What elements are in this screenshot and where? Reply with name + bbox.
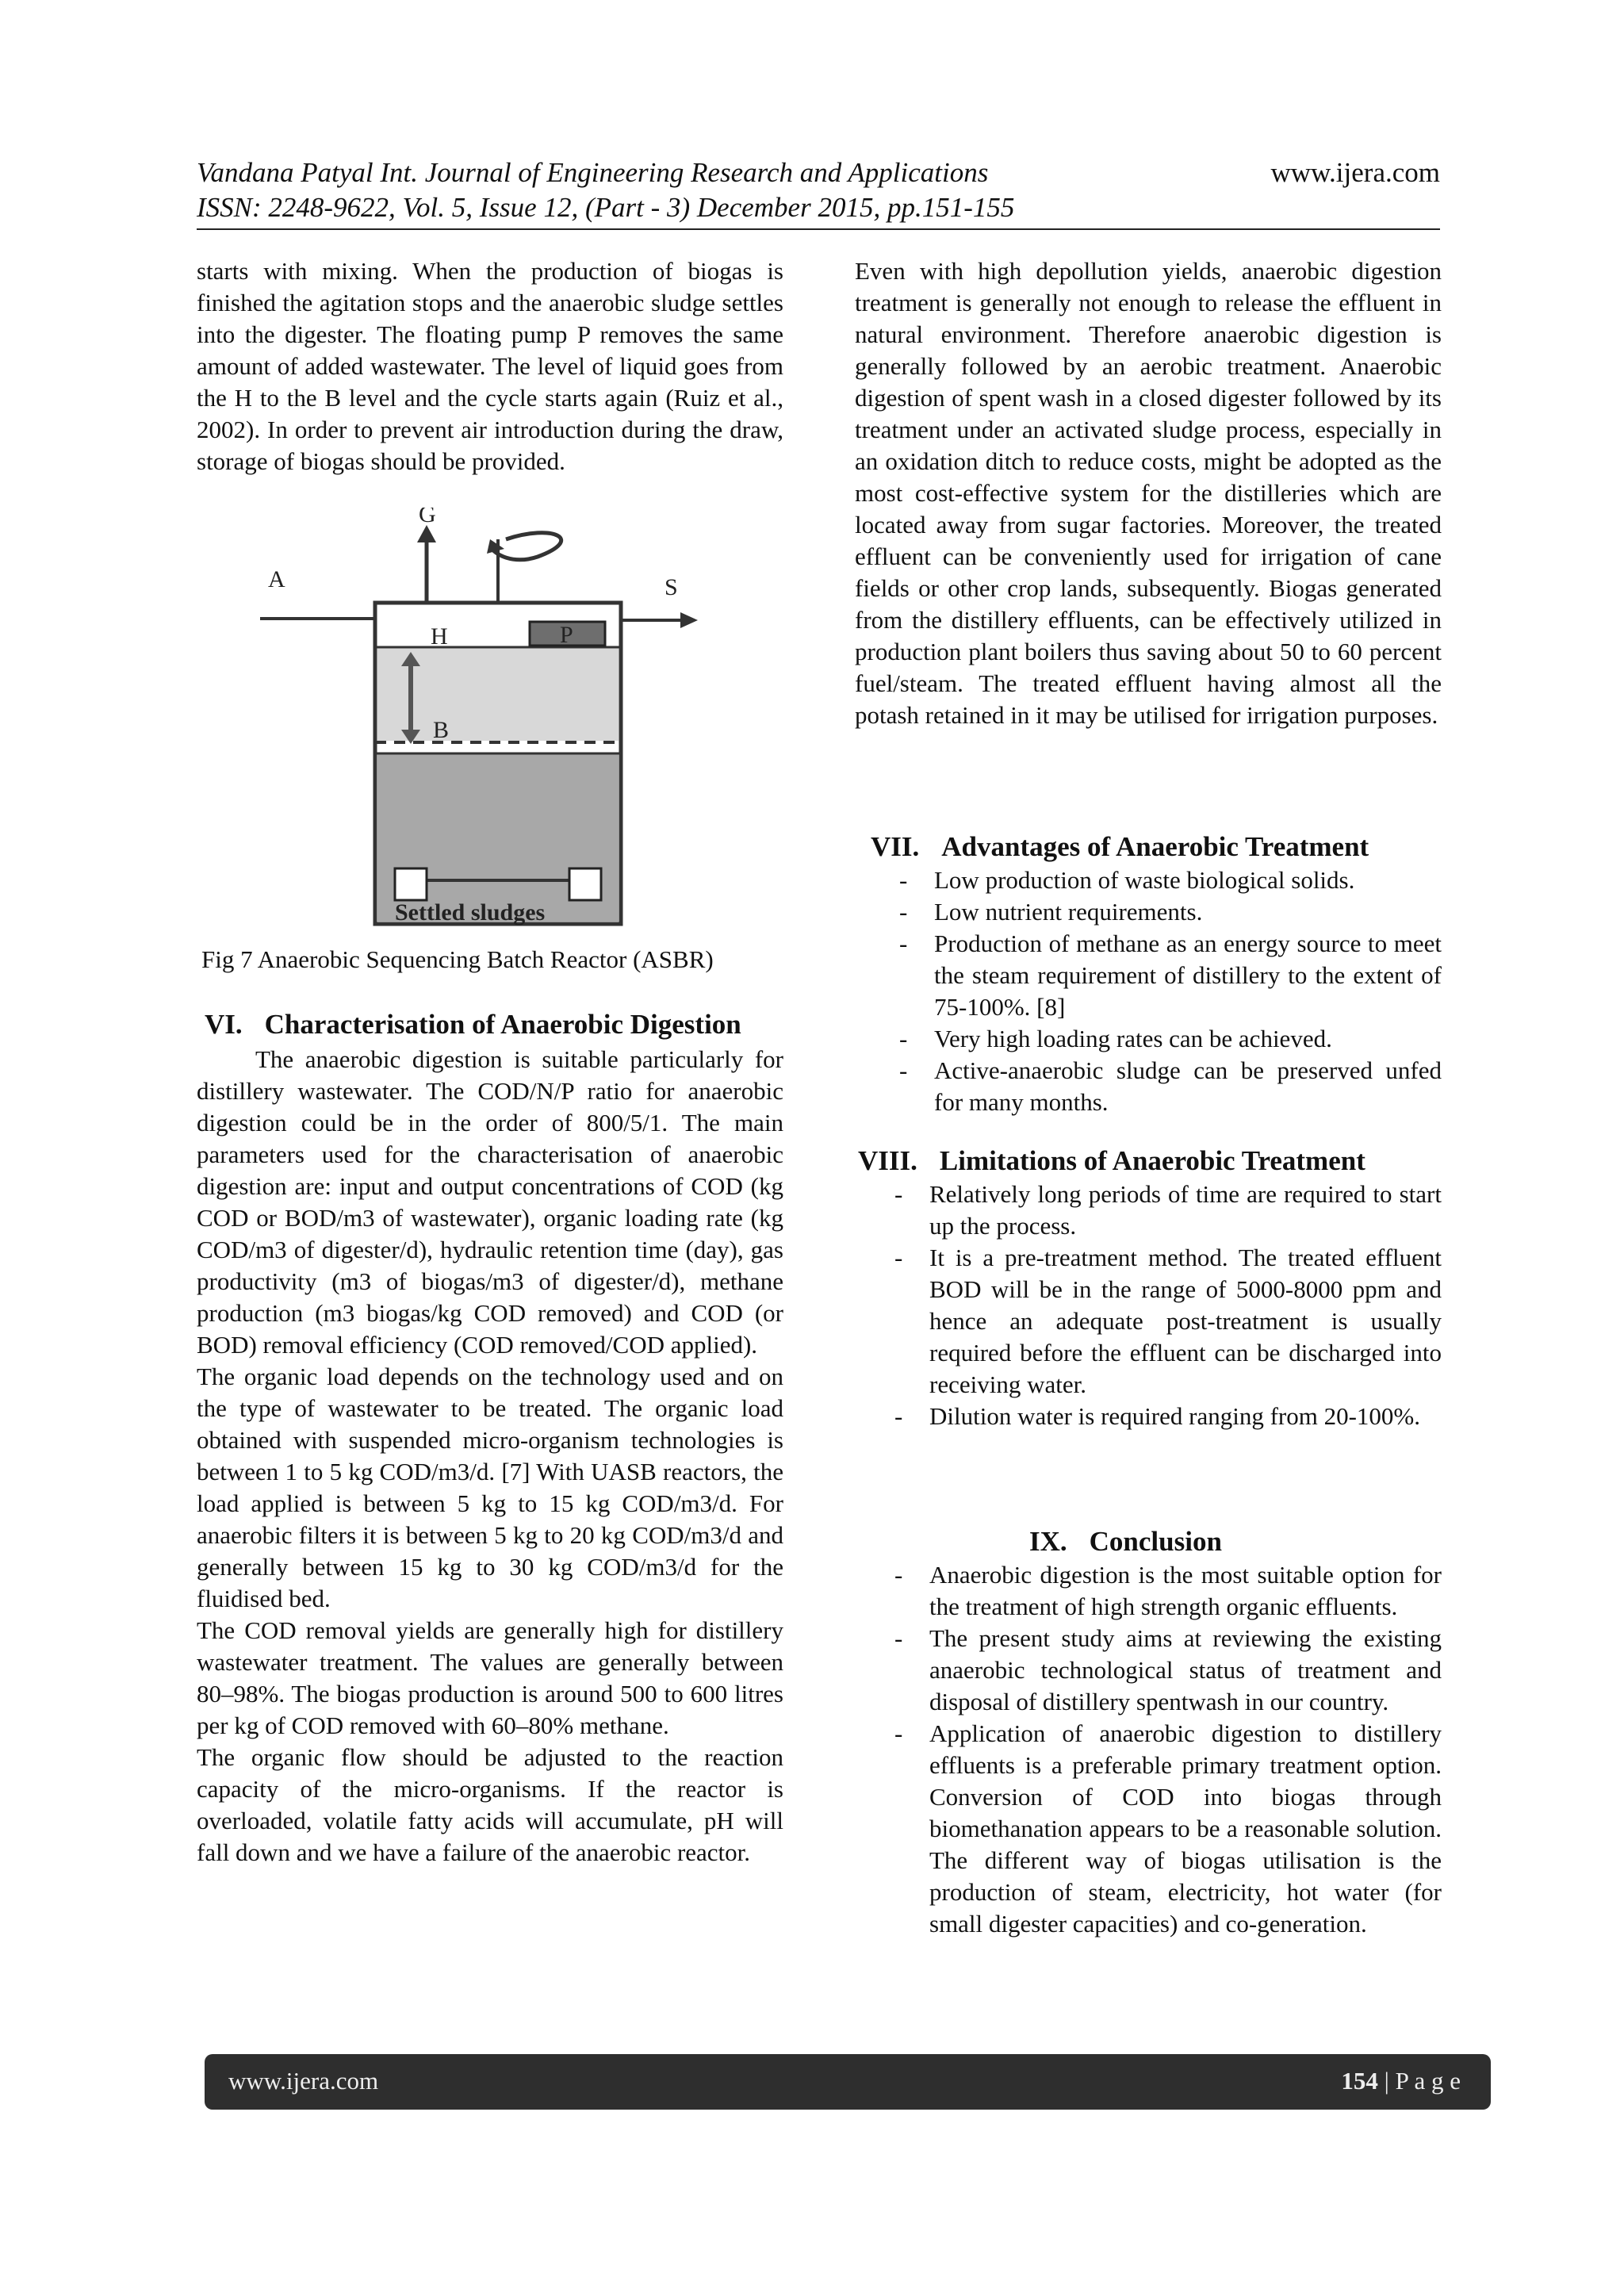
dash-marker: - (894, 1402, 903, 1430)
dash-marker: - (899, 898, 908, 926)
dash-marker: - (899, 1025, 908, 1052)
page-word: P a g e (1395, 2067, 1461, 2095)
section-title: Limitations of Anaerobic Treatment (939, 1145, 1365, 1176)
list-item-text: Anaerobic digestion is the most suitable option for the treatment of high strength organic effluents. (929, 1561, 1442, 1620)
label-s: S (665, 574, 678, 600)
agitator-curve (490, 533, 561, 560)
section-heading-viii (858, 1144, 1365, 1179)
dash-marker: - (894, 1561, 903, 1589)
dash-marker: - (894, 1244, 903, 1271)
paragraph: The organic flow should be adjusted to the reaction capacity of the micro-organisms. If the reactor is overloaded, volatile fatty acids will accumulate, pH will fall down and we have a failure of the anaerobic reactor. (197, 1743, 783, 1866)
list-item-text: Relatively long periods of time are required to start up the process. (929, 1180, 1442, 1240)
limitations-list (894, 1179, 1442, 1432)
section-number: IX. (1029, 1526, 1067, 1557)
label-p: P (560, 622, 573, 648)
page-separator: | (1377, 2067, 1396, 2095)
section-heading-ix (1029, 1524, 1222, 1559)
list-item (894, 1623, 1442, 1718)
label-a: A (268, 566, 285, 592)
page-number-label (1341, 2065, 1461, 2097)
page-footer (205, 2054, 1491, 2110)
section-heading-vi (205, 1007, 741, 1042)
list-item-text: Active-anaerobic sludge can be preserved unfed for many months. (934, 1056, 1442, 1116)
section-title: Conclusion (1089, 1526, 1222, 1557)
list-item (894, 1179, 1442, 1242)
right-intro-paragraph: Even with high depollution yields, anaerobic digestion treatment is generally not enough to release the effluent in natural environment. Therefore anaerobic digestion is generally followed by an aerobic treatment. Anaerobic digestion of spent wash in a closed digester followed by its treatment under an activated sludge process, especially in an oxidation ditch to reduce costs, might be adopted as the most cost-effective system for the distilleries which are located away from sugar factories. Moreover, the treated effluent can be conveniently used for irrigation of cane fields or other crop lands, subsequently. Biogas generated from the distillery effluents, can be effectively utilized in production plant boilers thus saving about 50 to 60 percent fuel/steam. The treated effluent having almost all the potash retained in it may be utilised for irrigation purposes. (855, 257, 1442, 729)
journal-url[interactable]: www.ijera.com (1270, 157, 1440, 188)
list-item (894, 1401, 1442, 1432)
list-item (894, 1718, 1442, 1940)
paragraph: The anaerobic digestion is suitable particularly for distillery wastewater. The COD/N/P ratio for anaerobic digestion could be in the order of 800/5/1. The main parameters used for the characterisation of anaerobic digestion are: input and output concentrations of COD (kg COD or BOD/m3 of wastewater), organic loading rate (kg COD/m3 of digester/d), hydraulic retention time (day), gas productivity (m3 of biogas/m3 of digester/d), methane production (m3 biogas/kg COD removed) and COD (or BOD) removal efficiency (COD removed/COD applied). (197, 1045, 783, 1359)
label-g: G (419, 508, 436, 527)
section-vi-body (197, 1044, 783, 1869)
running-header (197, 155, 1440, 225)
list-item-text: Very high loading rates can be achieved. (934, 1025, 1332, 1052)
section-number: VIII. (858, 1145, 917, 1176)
gas-arrowhead (417, 525, 436, 542)
section-heading-vii (871, 830, 1369, 864)
list-item (894, 1242, 1442, 1401)
paragraph: The COD removal yields are generally high for distillery wastewater treatment. The values are generally between 80–98%. The biogas production is around 500 to 600 litres per kg of COD removed with 60–80% methane. (197, 1616, 783, 1739)
section-title: Advantages of Anaerobic Treatment (941, 831, 1369, 862)
list-item-text: Low nutrient requirements. (934, 898, 1203, 926)
label-b: B (433, 717, 450, 743)
asbr-figure (252, 508, 728, 936)
list-item-text: Dilution water is required ranging from 20-100%. (929, 1402, 1420, 1430)
paragraph: The organic load depends on the technology used and on the type of wastewater to be treated. The organic load obtained with suspended micro-organism technologies is between 1 to 5 kg COD/m3/d. [7] With UASB reactors, the load applied is between 5 kg to 15 kg COD/m3/d. For anaerobic filters it is between 5 kg to 20 kg COD/m3/d and generally between 15 kg to 30 kg COD/m3/d for the fluidised bed. (197, 1363, 783, 1612)
left-intro-paragraph: starts with mixing. When the production of biogas is finished the agitation stops and the anaerobic sludge settles into the digester. The floating pump P removes the same amount of added wastewater. The level of liquid goes from the H to the B level and the cycle starts again (Ruiz et al., 2002). In order to prevent air introduction during the draw, storage of biogas should be provided. (197, 257, 783, 475)
impeller-right (569, 868, 601, 900)
list-item-text: Application of anaerobic digestion to distillery effluents is a preferable primary treatment option. Conversion of COD into biogas through biomethanation appears to be a reasonable solution. The different way of biogas utilisation is the production of steam, electricity, hot water (for small digester capacities) and co-generation. (929, 1719, 1442, 1938)
dash-marker: - (899, 1056, 908, 1084)
list-item (899, 928, 1442, 1023)
label-h: H (431, 623, 448, 650)
label-settled-sludges: Settled sludges (395, 899, 546, 926)
list-item-text: The present study aims at reviewing the existing anaerobic technological status of treatment and disposal of distillery spentwash in our country. (929, 1624, 1442, 1715)
list-item-text: Production of methane as an energy source to meet the steam requirement of distillery to the extent of 75-100%. [8] (934, 930, 1442, 1021)
right-column (855, 255, 1442, 731)
dash-marker: - (894, 1180, 903, 1208)
figure-caption: Fig 7 Anaerobic Sequencing Batch Reactor (ASBR) (201, 945, 714, 973)
list-item (899, 864, 1442, 896)
header-rule (197, 228, 1440, 230)
outlet-arrowhead (680, 612, 698, 628)
list-item-text: Low production of waste biological solids. (934, 866, 1355, 894)
section-title: Characterisation of Anaerobic Digestion (264, 1009, 741, 1040)
section-number: VI. (205, 1009, 243, 1040)
issn-line: ISSN: 2248-9622, Vol. 5, Issue 12, (Part - 3) December 2015, pp.151-155 (197, 192, 1015, 223)
dash-marker: - (899, 930, 908, 957)
advantages-list (899, 864, 1442, 1118)
impeller-left (395, 868, 427, 900)
list-item (899, 1023, 1442, 1055)
page-number: 154 (1341, 2067, 1378, 2095)
dash-marker: - (894, 1624, 903, 1652)
list-item (899, 896, 1442, 928)
list-item (899, 1055, 1442, 1118)
left-column (197, 255, 783, 477)
journal-citation: Vandana Patyal Int. Journal of Engineering Research and Applications (197, 157, 989, 188)
dash-marker: - (894, 1719, 903, 1747)
list-item (894, 1559, 1442, 1623)
dash-marker: - (899, 866, 908, 894)
conclusion-list (894, 1559, 1442, 1940)
section-number: VII. (871, 831, 920, 862)
list-item-text: It is a pre-treatment method. The treated effluent BOD will be in the range of 5000-8000 ppm and hence an adequate post-treatment is usually required before the effluent can be discharged into receiving water. (929, 1244, 1442, 1398)
footer-url[interactable]: www.ijera.com (228, 2067, 379, 2095)
